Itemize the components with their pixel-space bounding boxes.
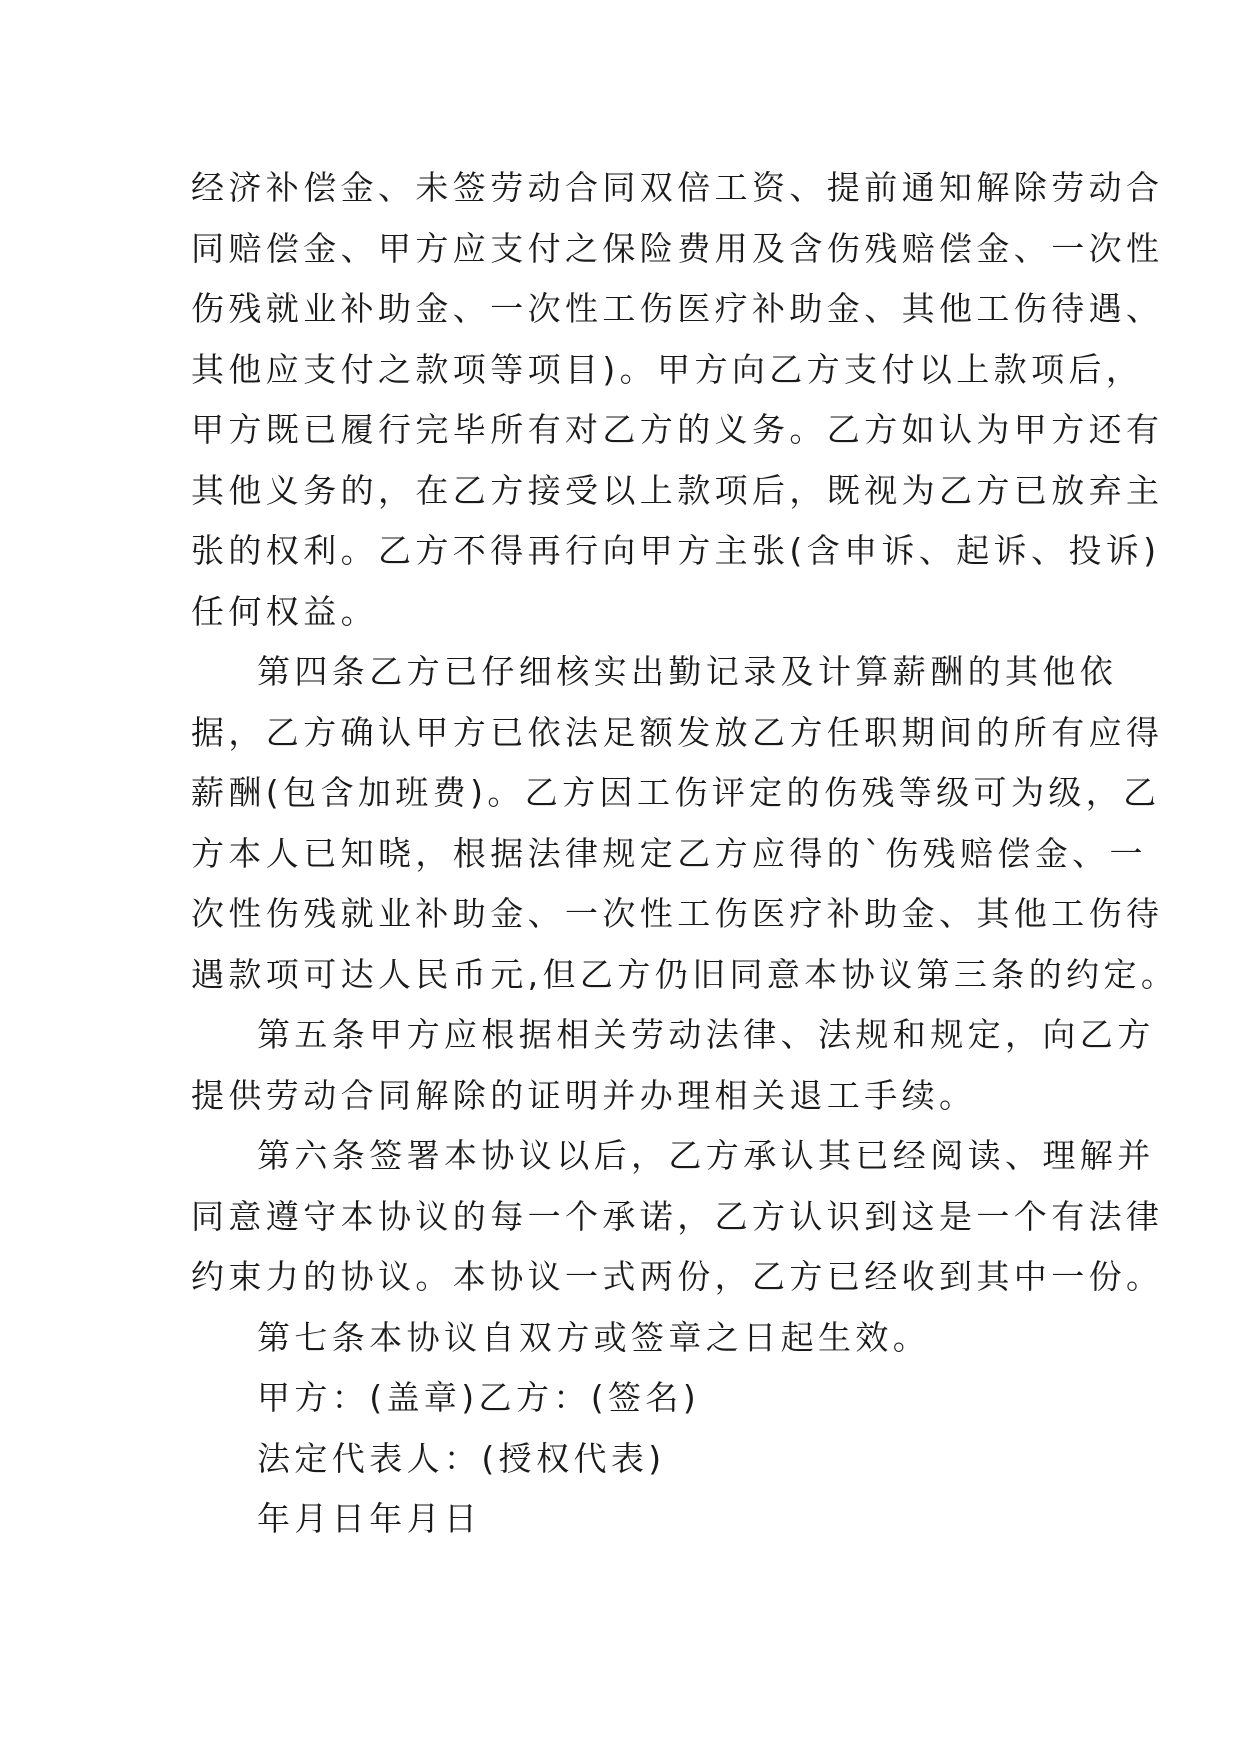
- text-line: 甲方既已履行完毕所有对乙方的义务。乙方如认为甲方还有: [191, 410, 1164, 449]
- text-line: 经济补偿金、未签劳动合同双倍工资、提前通知解除劳动合: [191, 168, 1164, 207]
- text-line: 其他义务的，在乙方接受以上款项后，既视为乙方已放弃主: [191, 470, 1164, 510]
- text-line: 伤残就业补助金、一次性工伤医疗补助金、其他工伤待遇、: [191, 289, 1164, 328]
- text-line: 张的权利。乙方不得再行向甲方主张(含申诉、起诉、投诉): [191, 531, 1161, 570]
- text-line: 年月日年月日: [257, 1499, 482, 1538]
- text-line: 第六条签署本协议以后，乙方承认其已经阅读、理解并: [257, 1136, 1155, 1175]
- text-line: 薪酬(包含加班费)。乙方因工伤评定的伤残等级可为级，乙: [191, 773, 1161, 812]
- agreement-body: [191, 158, 1179, 1550]
- text-line: 同赔偿金、甲方应支付之保险费用及含伤残赔偿金、一次性: [191, 228, 1164, 268]
- text-line: 遇款项可达人民币元,但乙方仍旧同意本协议第三条的约定。: [191, 954, 1179, 994]
- text-line: 法定代表人：(授权代表): [257, 1438, 666, 1478]
- text-line: 约束力的协议。本协议一式两份，乙方已经收到其中一份。: [191, 1257, 1164, 1296]
- text-line: 同意遵守本协议的每一个承诺，乙方认识到这是一个有法律: [191, 1196, 1164, 1236]
- text-line: 方本人已知晓，根据法律规定乙方应得的`伤残赔偿金、一: [191, 833, 1147, 873]
- text-line: 甲方：(盖章)乙方：(签名): [257, 1378, 701, 1417]
- text-line: 据，乙方确认甲方已依法足额发放乙方任职期间的所有应得: [191, 712, 1164, 752]
- text-line: 次性伤残就业补助金、一次性工伤医疗补助金、其他工伤待: [191, 894, 1164, 933]
- text-line: 第四条乙方已仔细核实出勤记录及计算薪酬的其他依: [257, 652, 1118, 691]
- text-line: 第七条本协议自双方或签章之日起生效。: [257, 1317, 931, 1357]
- text-line: 第五条甲方应根据相关劳动法律、法规和规定，向乙方: [257, 1015, 1155, 1054]
- text-line: 任何权益。: [191, 591, 378, 631]
- text-line: 其他应支付之款项等项目)。甲方向乙方支付以上款项后，: [191, 349, 1144, 389]
- text-line: 提供劳动合同解除的证明并办理相关退工手续。: [191, 1075, 977, 1115]
